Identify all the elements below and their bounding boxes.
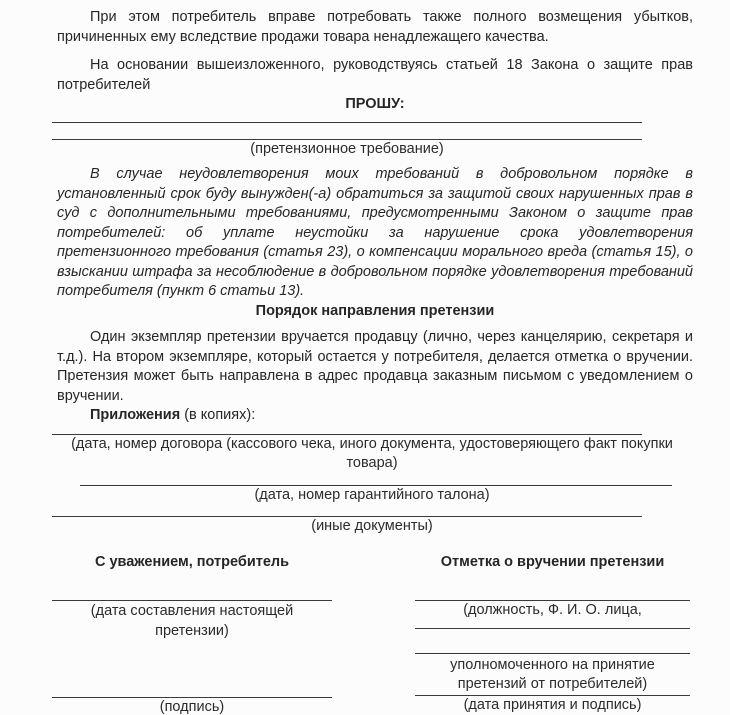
attachment-warranty-block: [57, 485, 693, 506]
procedure-heading: Порядок направления претензии: [255, 302, 495, 319]
attachments-label: Приложения: [90, 407, 181, 423]
attachment-purchase-caption: (дата, номер договора (кассового чека, иного документа, удостоверяющего факт покупки товара): [71, 435, 673, 471]
procedure-paragraph: Один экземпляр претензии вручается продавцу (лично, через канцелярию, секретаря и т.д.). На втором экземпляре, который остается у потребителя, делается отметка о вручении. Претензия может быть направлена в адрес продавца заказным письмом с уведомлением о вручении.: [57, 329, 693, 404]
delivery-mark-heading: Отметка о вручении претензии: [440, 553, 665, 570]
recipient-name-blank-line-3: [415, 653, 690, 654]
acceptance-date-caption: (дата принятия и подпись): [463, 696, 642, 713]
attachments-line: [57, 406, 693, 426]
attachment-other-block: [57, 516, 693, 537]
court-warning-paragraph: В случае неудовлетворения моих требований в добровольном порядке в установленный срок буду вынужден(-а) обратиться за защитой своих нарушенных прав в суд с дополнительными требованиями, предусмотренными Законом о защите прав потребителей: об уплате неустойки за нарушение срока удовлетворения претензионного требования (статья 23), о компенсации морального вреда (статья 15), о взыскании штрафа за несоблюдение в добровольном порядке удовлетворения требований потребителя (пункт 6 статьи 13).: [57, 166, 693, 299]
recipient-name-blank-line-2: [415, 628, 690, 629]
consumer-signature-heading: С уважением, потребитель: [94, 553, 290, 570]
signature-section: [52, 553, 690, 715]
claim-date-caption: (дата составления настоящей претензии): [90, 603, 294, 639]
recipient-authority-caption: уполномоченного на принятие претензий от потребителей): [450, 656, 655, 692]
consumer-signature-column: [52, 553, 332, 715]
attachment-warranty-caption: (дата, номер гарантийного талона): [254, 486, 490, 503]
attachments-suffix: (в копиях):: [180, 407, 256, 423]
delivery-mark-column: [415, 553, 690, 715]
claim-demand-caption: (претензионное требование): [250, 140, 444, 157]
paragraph-damages: При этом потребитель вправе потребовать также полного возмещения убытков, причиненных ему вследствие продажи товара ненадлежащего качества.: [57, 9, 693, 45]
attachment-other-caption: (иные документы): [311, 518, 433, 534]
consumer-sign-caption: (подпись): [159, 699, 225, 715]
recipient-name-caption: (должность, Ф. И. О. лица,: [463, 602, 642, 618]
claim-date-blank-line: [52, 600, 332, 601]
claim-demand-block: [57, 122, 693, 160]
request-heading: ПРОШУ:: [345, 96, 405, 112]
claim-demand-blank-line-1: [52, 122, 642, 123]
paragraph-legal-basis: На основании вышеизложенного, руководствуясь статьей 18 Закона о защите прав потребителей: [57, 57, 693, 93]
attachment-purchase-block: [57, 434, 693, 474]
